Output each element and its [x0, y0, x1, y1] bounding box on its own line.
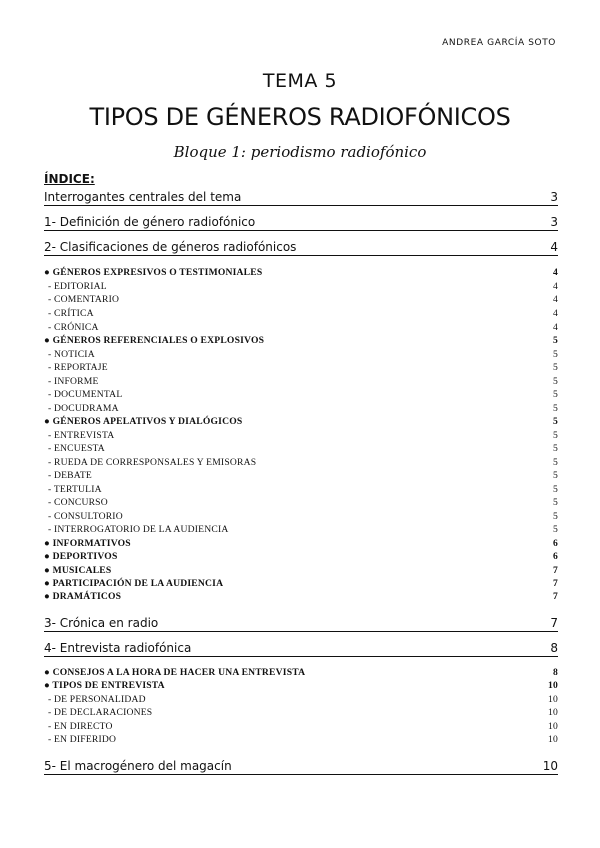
toc-entry-page: 10 — [548, 680, 558, 691]
toc-sub-entry — [44, 308, 558, 319]
toc-entry-page: 5 — [553, 470, 558, 481]
toc-entry-page: 10 — [542, 759, 558, 773]
toc-entry-page: 5 — [553, 430, 558, 441]
toc-sub-entry — [44, 734, 558, 745]
toc-entry-label: - EN DIFERIDO — [48, 734, 117, 745]
toc-entry-label: ● GÉNEROS APELATIVOS Y DIALÓGICOS — [44, 416, 243, 427]
toc-sub-entry — [44, 484, 558, 495]
toc-entry-label: - DEBATE — [48, 470, 92, 481]
toc-entry-page: 4 — [553, 322, 558, 333]
toc-entry-label: - DE DECLARACIONES — [48, 707, 153, 718]
toc-section-entry — [44, 240, 558, 256]
toc-entry-page: 6 — [553, 551, 558, 562]
toc-sub-entry — [44, 430, 558, 441]
toc-entry-page: 5 — [553, 349, 558, 360]
toc-entry-label: - EDITORIAL — [48, 281, 107, 292]
toc-bullet-entry — [44, 565, 558, 576]
toc-sub-entry — [44, 389, 558, 400]
toc-entry-page: 4 — [553, 294, 558, 305]
toc-entry-page: 7 — [553, 565, 558, 576]
toc-entry-page: 5 — [553, 376, 558, 387]
toc-entry-label: - CONCURSO — [48, 497, 108, 508]
toc-entry-page: 10 — [548, 707, 558, 718]
toc-entry-label: - TERTULIA — [48, 484, 102, 495]
index-heading: ÍNDICE: — [44, 172, 95, 186]
toc-section-entry — [44, 215, 558, 231]
toc-entry-page: 5 — [553, 335, 558, 346]
toc-sub-entry — [44, 707, 558, 718]
toc-entry-page: 4 — [553, 308, 558, 319]
toc-entry-label: - DOCUMENTAL — [48, 389, 123, 400]
toc-entry-label: - CRÓNICA — [48, 322, 99, 333]
topic-number: TEMA 5 — [262, 70, 338, 92]
toc-entry-label: - EN DIRECTO — [48, 721, 113, 732]
toc-sub-entry — [44, 443, 558, 454]
toc-sub-entry — [44, 281, 558, 292]
toc-bullet-entry — [44, 591, 558, 602]
toc-entry-page: 8 — [550, 641, 558, 655]
toc-entry-label: - RUEDA DE CORRESPONSALES Y EMISORAS — [48, 457, 257, 468]
page-subtitle: Bloque 1: periodismo radiofónico — [173, 143, 427, 161]
toc-entry-label: 3- Crónica en radio — [44, 616, 159, 630]
toc-entry-label: - COMENTARIO — [48, 294, 120, 305]
toc-entry-page: 5 — [553, 457, 558, 468]
toc-entry-page: 5 — [553, 416, 558, 427]
toc-entry-label: ● TIPOS DE ENTREVISTA — [44, 680, 165, 691]
toc-entry-label: ● INFORMATIVOS — [44, 538, 131, 549]
page-title: TIPOS DE GÉNEROS RADIOFÓNICOS — [89, 103, 511, 131]
toc-entry-label: 5- El macrogénero del magacín — [44, 759, 232, 773]
toc-section-entry — [44, 616, 558, 632]
toc-sub-entry — [44, 294, 558, 305]
toc-entry-label: ● GÉNEROS EXPRESIVOS O TESTIMONIALES — [44, 267, 263, 278]
toc-entry-page: 7 — [550, 616, 558, 630]
toc-entry-label: - REPORTAJE — [48, 362, 108, 373]
toc-sub-entry — [44, 721, 558, 732]
toc-entry-page: 5 — [553, 389, 558, 400]
toc-sub-entry — [44, 694, 558, 705]
toc-entry-page: 10 — [548, 694, 558, 705]
toc-entry-label: ● CONSEJOS A LA HORA DE HACER UNA ENTREVISTA — [44, 667, 306, 678]
toc-entry-page: 5 — [553, 497, 558, 508]
toc-entry-page: 5 — [553, 524, 558, 535]
toc-entry-page: 6 — [553, 538, 558, 549]
toc-entry-label: - DOCUDRAMA — [48, 403, 119, 414]
toc-entry-label: - INFORME — [48, 376, 99, 387]
toc-entry-label: ● DEPORTIVOS — [44, 551, 118, 562]
toc-entry-page: 7 — [553, 578, 558, 589]
toc-bullet-entry — [44, 680, 558, 691]
toc-sub-entry — [44, 349, 558, 360]
toc-bullet-entry — [44, 267, 558, 278]
toc-entry-label: 1- Definición de género radiofónico — [44, 215, 256, 229]
toc-entry-label: - ENCUESTA — [48, 443, 105, 454]
toc-entry-page: 5 — [553, 362, 558, 373]
toc-entry-label: - NOTICIA — [48, 349, 95, 360]
toc-entry-page: 7 — [553, 591, 558, 602]
toc-bullet-entry — [44, 335, 558, 346]
toc-entry-label: - CONSULTORIO — [48, 511, 123, 522]
toc-bullet-entry — [44, 416, 558, 427]
toc-entry-page: 4 — [553, 267, 558, 278]
toc-entry-label: - DE PERSONALIDAD — [48, 694, 146, 705]
toc-section-entry — [44, 759, 558, 775]
toc-entry-page: 5 — [553, 511, 558, 522]
toc-sub-entry — [44, 457, 558, 468]
toc-entry-page: 3 — [550, 215, 558, 229]
toc-entry-label: ● GÉNEROS REFERENCIALES O EXPLOSIVOS — [44, 335, 265, 346]
toc-bullet-entry — [44, 551, 558, 562]
toc-entry-label: - ENTREVISTA — [48, 430, 115, 441]
toc-entry-label: 2- Clasificaciones de géneros radiofónicos — [44, 240, 297, 254]
toc-entry-page: 10 — [548, 721, 558, 732]
toc-entry-label: - INTERROGATORIO DE LA AUDIENCIA — [48, 524, 229, 535]
toc-sub-entry — [44, 511, 558, 522]
toc-section-entry — [44, 641, 558, 657]
toc-entry-label: 4- Entrevista radiofónica — [44, 641, 192, 655]
author-name: ANDREA GARCÍA SOTO — [442, 38, 556, 48]
toc-entry-page: 3 — [550, 190, 558, 204]
toc-entry-label: Interrogantes centrales del tema — [44, 190, 242, 204]
toc-entry-label: - CRÍTICA — [48, 308, 94, 319]
toc-sub-entry — [44, 524, 558, 535]
toc-sub-entry — [44, 403, 558, 414]
toc-entry-label: ● DRAMÁTICOS — [44, 591, 122, 602]
toc-sub-entry — [44, 497, 558, 508]
toc-bullet-entry — [44, 578, 558, 589]
toc-entry-label: ● MUSICALES — [44, 565, 112, 576]
toc-entry-label: ● PARTICIPACIÓN DE LA AUDIENCIA — [44, 578, 224, 589]
toc-entry-page: 8 — [553, 667, 558, 678]
toc-sub-entry — [44, 322, 558, 333]
toc-bullet-entry — [44, 538, 558, 549]
toc-entry-page: 5 — [553, 484, 558, 495]
toc-entry-page: 4 — [553, 281, 558, 292]
toc-sub-entry — [44, 470, 558, 481]
toc-section-entry — [44, 190, 558, 206]
toc-entry-page: 5 — [553, 403, 558, 414]
toc-entry-page: 5 — [553, 443, 558, 454]
toc-sub-entry — [44, 362, 558, 373]
toc-entry-page: 4 — [550, 240, 558, 254]
toc-bullet-entry — [44, 667, 558, 678]
toc-entry-page: 10 — [548, 734, 558, 745]
toc-sub-entry — [44, 376, 558, 387]
